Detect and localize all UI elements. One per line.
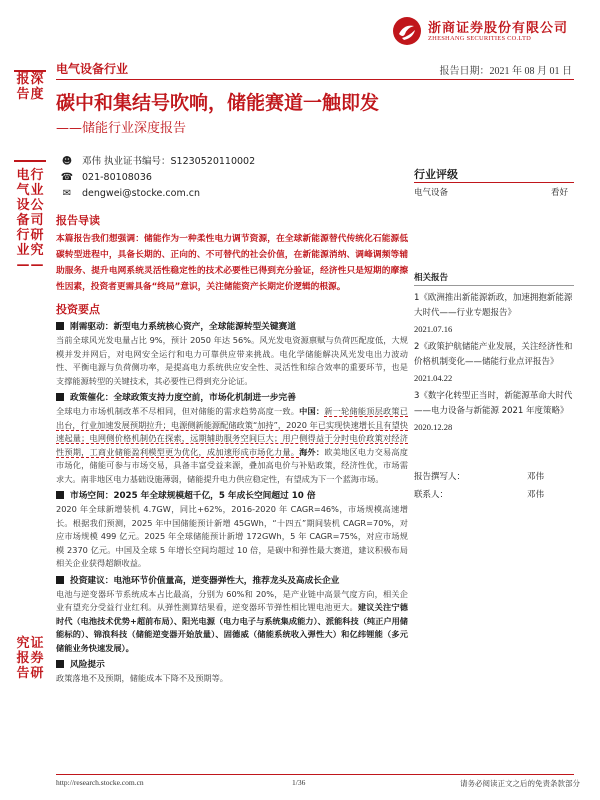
point-body-text: 电池与逆变器环节系统成本占比最高，分别为 60%和 20%，是产业链中高景气度方向，相关企业有望充分受益行业红利。从弹性测算结果看，逆变器环节弹性相比锂电池更大。	[56, 588, 408, 612]
square-bullet-icon	[56, 393, 64, 401]
page-number: 1/36	[292, 778, 306, 787]
point-body-text: 全球电力市场机制改革不尽相同，但对储能的需求趋势高度一致。	[56, 406, 300, 416]
strip-divider	[14, 160, 46, 162]
report-date: 报告日期：2021 年 08 月 01 日	[439, 66, 572, 77]
related-reports-list	[414, 291, 580, 438]
footer-rule	[56, 774, 574, 775]
author-name: 邓伟	[526, 472, 544, 482]
related-report-date: 2021.04.22	[414, 373, 453, 383]
footer-disclaimer: 请务必阅读正文之后的免责条款部分	[460, 779, 580, 788]
company-name-cn: 浙商证券股份有限公司	[428, 21, 569, 36]
point-heading-text: 市场空间：2025 年全球规模超千亿，5 年成长空间超过 10 倍	[70, 491, 316, 501]
related-rule	[414, 285, 574, 286]
contact-person-row	[414, 486, 574, 504]
analyst-contact	[60, 154, 255, 202]
phone-row	[60, 170, 255, 186]
point-body: 2020 年全球新增装机 4.7GW，同比+62%，2016-2020 年 CAGR=46%，市场规模高速增长。根据我们预测，2025 年中国储能预计新增 45GWh，“十四五”期间装机 CAGR=70%，对应市场规模 499 亿元。2025 年全球储能预计新增 172GWh，5 年 CAGR=75%，对应市场规模 2370 亿元。中国及全球 5 年增长空间均超过 10 倍，是碳中和弹性最大赛道，建议积极布局相关企业获得超额收益。	[56, 504, 408, 568]
rating-title: 行业评级	[414, 168, 458, 181]
square-bullet-icon	[56, 322, 64, 330]
point-heading-text: 政策催化：全球政策支持力度空前，市场化机制进一步完善	[70, 393, 296, 403]
point-heading-text: 刚需驱动：新型电力系统核心资产，全球能源转型关键赛道	[70, 322, 296, 332]
related-report-date: 2020.12.28	[414, 422, 453, 432]
strip-divider	[14, 70, 46, 72]
point-heading	[56, 658, 408, 670]
point-heading-text: 投资建议：电池环节价值量高，逆变器弹性大，推荐龙头及高成长企业	[70, 575, 340, 586]
analyst-row	[60, 154, 255, 170]
related-report-item[interactable]: 1《欧洲推出新能源新政，加速拥抱新能源大时代——行业专题报告》	[414, 293, 573, 318]
category-vertical-label: 电气设备行业—行业公司研究—	[16, 168, 44, 273]
point-body-bold: 海外：	[299, 446, 325, 457]
related-reports-title: 相关报告	[414, 273, 449, 283]
footer-url[interactable]: http://research.stocke.com.cn	[56, 778, 144, 787]
main-content	[56, 212, 408, 686]
point-heading	[56, 320, 408, 332]
phone-icon: ☎	[60, 172, 74, 183]
zheshang-logo-icon	[392, 16, 422, 46]
investment-points-title: 投资要点	[56, 303, 100, 316]
rating-industry: 电气设备	[414, 188, 449, 198]
related-report-item[interactable]: 3《数字化转型正当时，新能源革命大时代——电力设备与新能源 2021 年度策略》	[414, 391, 573, 416]
point-body	[56, 405, 408, 486]
point-body-text: 欧美地区电力交易高度市场化，储能可参与市场交易，具备丰富受益来源，叠加高电价与补贴政策，经济性优，市场需求大。南非地区电力基础设施薄弱，储能提升电力供应稳定性，有望成为下一个蓝海市场。	[56, 446, 408, 484]
analyst-name-cert: 邓伟 执业证书编号：S1230520110002	[82, 156, 256, 167]
related-report-item[interactable]: 2《政策护航储能产业发展，关注经济性和价格机制变化——储能行业点评报告》	[414, 342, 573, 367]
report-subtitle: ——储能行业深度报告	[56, 121, 187, 136]
rating-value: 看好	[550, 188, 568, 198]
point-body	[56, 588, 408, 656]
industry-label: 电气设备行业	[56, 62, 129, 76]
point-body: 当前全球风光发电量占比 9%，预计 2050 年达 56%。风光发电资源禀赋与负荷匹配度低，大规模并发并网后，对电网安全运行和电力可靠供应带来挑战。电化学储能解决风光发电出力波动性、平衡电源与负荷侧功率，是提高电力系统供应安全性、灵活性和综合效率的重要环节，也是支撑能源转型的关键技术，其必要性已得到充分论证。	[56, 335, 408, 386]
company-logo	[392, 14, 592, 50]
guide-title: 报告导读	[56, 214, 100, 227]
author-label: 报告撰写人：	[414, 472, 466, 482]
security-research-vertical-label: 究报告证券研	[16, 636, 44, 681]
author-row	[414, 468, 574, 486]
point-body: 政策落地不及预期，储能成本下降不及预期等。	[56, 673, 228, 683]
rating-row	[414, 186, 574, 198]
square-bullet-icon	[56, 491, 64, 499]
email-icon: ✉	[62, 188, 72, 199]
square-bullet-icon	[56, 576, 64, 584]
guide-text: 本篇报告我们想强调：储能作为一种柔性电力调节资源，在全球新能源替代传统化石能源低碳转型进程中，具备长期的、正向的、不可替代的社会价值，在新能源消纳、调峰调频等辅助服务、提升电网系统灵活性稳定性的技术必要性已得到充分验证，经济性只是短期的摩擦性因素，投资者更需具备“终局”意识，关注储能资产长期定价逻辑的根源。	[56, 234, 408, 292]
point-heading	[56, 489, 408, 501]
phone-number: 021-80108036	[82, 172, 152, 183]
company-name-en: ZHESHANG SECURITIES CO.LTD	[428, 35, 532, 42]
related-report-date: 2021.07.16	[414, 324, 453, 334]
point-heading	[56, 574, 408, 586]
email-row	[60, 186, 255, 202]
report-title: 碳中和集结号吹响，储能赛道一触即发	[56, 92, 380, 114]
point-body-bold: 中国：	[299, 406, 325, 416]
contact-person-label: 联系人：	[414, 490, 449, 500]
rating-rule	[414, 182, 574, 183]
point-body-bold: 建议关注宁德时代（电池技术优势+超前布局）、阳光电源（电力电子与系统集成能力）、派能科技（纯正户用储能标的）、锦浪科技（储能逆变器开始放量）、固德威（储能系统收入弹性大）和亿纬锂能（多元储能业务快速发展）。	[56, 602, 408, 653]
point-body-underlined: 新一轮储能顶层政策已出台，行业加速发展预期拉升；电源侧新能源配储政策“加持”，2020 年已实现快速增长且有望快速起量；电网侧价格机制仍在探索，远期辅助服务空间巨大；用户侧得益于分时电价政策对经济性预期，工商业储能盈利模型更为优化，成加速形成市场化力量。	[56, 406, 408, 457]
point-heading	[56, 391, 408, 403]
point-heading-text: 风险提示	[70, 660, 105, 670]
author-block	[414, 468, 574, 504]
contact-person-name: 邓伟	[526, 490, 544, 500]
square-bullet-icon	[56, 660, 64, 668]
header-rule	[56, 79, 574, 80]
report-type-vertical-label: 报告深度	[16, 72, 44, 102]
person-icon: ☻	[61, 156, 73, 167]
email-address[interactable]: dengwei@stocke.com.cn	[82, 188, 200, 199]
